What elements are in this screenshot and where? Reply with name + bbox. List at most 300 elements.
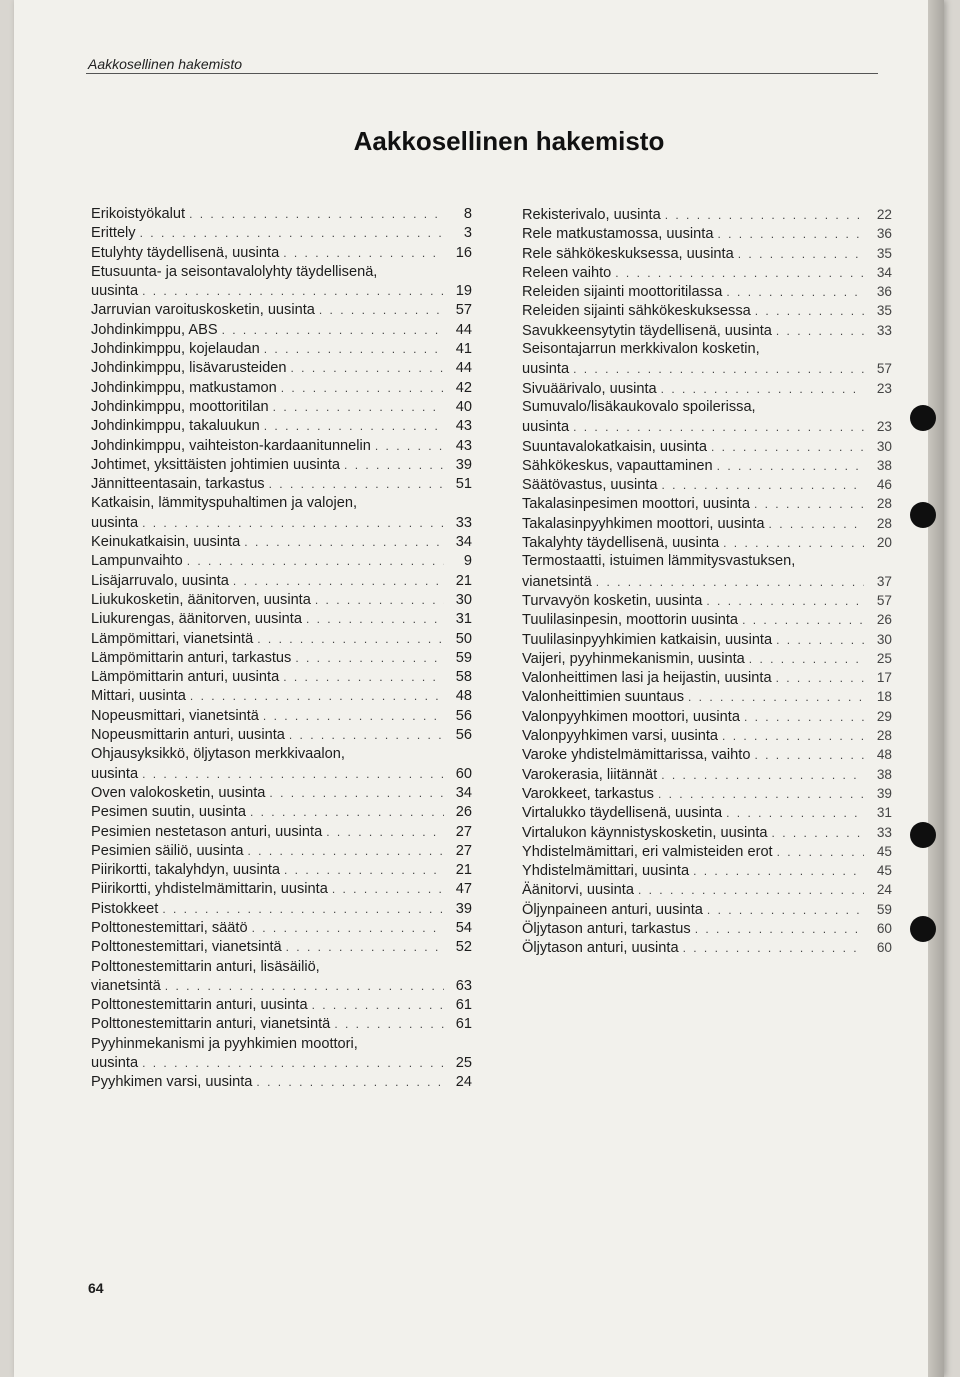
index-page-number: 24 — [455, 1074, 472, 1091]
dot-leader — [190, 687, 444, 706]
dot-leader — [295, 649, 444, 668]
index-entry — [522, 321, 892, 340]
dot-leader — [661, 766, 864, 785]
index-entry — [522, 919, 892, 938]
index-page-number: 9 — [463, 553, 472, 570]
index-entry-text: Sähkökeskus, vapauttaminen — [522, 457, 713, 474]
index-entry — [91, 745, 472, 784]
index-page-number: 28 — [876, 496, 892, 512]
index-entry-text: Vaijeri, pyyhinmekanismin, uusinta — [522, 650, 745, 667]
index-entry — [91, 823, 472, 842]
dot-leader — [776, 669, 864, 688]
index-entry — [91, 668, 472, 687]
index-page-number: 35 — [876, 245, 892, 261]
index-column-right — [522, 205, 892, 958]
index-entry-line — [522, 630, 892, 649]
index-entry — [522, 687, 892, 706]
index-entry-line — [91, 726, 472, 745]
index-page-number: 31 — [455, 611, 472, 628]
index-page-number: 35 — [876, 303, 892, 319]
dot-leader — [711, 438, 864, 457]
dot-leader — [187, 552, 444, 571]
index-entry-text: Erittely — [91, 225, 136, 242]
index-entry — [91, 726, 472, 745]
index-page-number: 39 — [455, 456, 472, 473]
index-entry-line — [522, 649, 892, 668]
index-entry-line — [522, 263, 892, 282]
index-entry — [522, 900, 892, 919]
index-entry — [91, 996, 472, 1015]
index-entry-line — [91, 340, 472, 359]
dot-leader — [742, 611, 864, 630]
index-entry-text: Erikoistyökalut — [91, 206, 186, 222]
index-entry-text: Termostaatti, istuimen lämmitysvastuksen, — [522, 553, 796, 570]
binder-hole — [910, 916, 936, 942]
index-entry-text: Polttonestemittarin anturi, uusinta — [91, 997, 308, 1014]
index-entry — [522, 842, 892, 861]
index-entry-text: Tuulilasinpesin, moottorin uusinta — [522, 612, 739, 629]
dot-leader — [723, 534, 864, 553]
dot-leader — [286, 938, 444, 957]
index-entry — [91, 301, 472, 320]
index-entry-text: Lämpömittarin anturi, uusinta — [91, 669, 280, 686]
index-page-number: 34 — [455, 534, 472, 551]
index-entry-text: Lisäjarruvalo, uusinta — [91, 572, 229, 589]
index-page-number: 60 — [876, 920, 892, 936]
index-entry-text: Oven valokosketin, uusinta — [91, 784, 266, 801]
index-entry-line — [522, 687, 892, 706]
index-entry — [522, 244, 892, 263]
index-entry-text: Yhdistelmämittari, eri valmisteiden erot — [522, 843, 773, 860]
index-entry-text: uusinta — [522, 419, 570, 436]
index-entry-line — [522, 707, 892, 726]
index-entry-text: Piirikortti, yhdistelmämittarin, uusinta — [91, 881, 328, 898]
dot-leader — [142, 1054, 444, 1073]
index-entry-line — [91, 996, 472, 1015]
dot-leader — [693, 862, 864, 881]
index-entry — [522, 784, 892, 803]
index-entry-text: Rele matkustamossa, uusinta — [522, 226, 714, 243]
index-entry — [522, 591, 892, 610]
index-entry — [91, 707, 472, 726]
index-page-number: 60 — [455, 765, 472, 782]
index-entry — [522, 398, 892, 437]
index-entry-line — [522, 340, 892, 359]
dot-leader — [615, 264, 864, 283]
index-entry-line — [91, 301, 472, 320]
index-entry-text: Releiden sijainti moottoritilassa — [522, 284, 723, 301]
index-entry — [522, 224, 892, 243]
index-entry-text: Varokerasia, liitännät — [522, 766, 658, 783]
index-page-number: 43 — [455, 418, 472, 435]
index-entry-line — [522, 301, 892, 320]
index-entry-line — [522, 417, 892, 436]
header-rule — [86, 73, 878, 74]
index-entry-line — [91, 244, 472, 263]
dot-leader — [375, 437, 444, 456]
index-entry-text: Pesimien nestetason anturi, uusinta — [91, 823, 323, 840]
index-entry-line — [91, 398, 472, 417]
index-entry — [522, 282, 892, 301]
dot-leader — [776, 322, 864, 341]
index-entry-line — [522, 938, 892, 957]
index-page-number: 37 — [876, 573, 892, 589]
index-entry-text: Rekisterivalo, uusinta — [522, 207, 661, 223]
index-entry-text: uusinta — [91, 283, 139, 300]
index-entry — [522, 630, 892, 649]
index-entry-line — [522, 823, 892, 842]
index-entry-line — [91, 687, 472, 706]
dot-leader — [162, 900, 444, 919]
index-entry-text: Polttonestemittarin anturi, lisäsäiliö, — [91, 958, 320, 975]
index-entry-line — [91, 649, 472, 668]
index-entry — [522, 437, 892, 456]
index-entry — [91, 880, 472, 899]
index-page-number: 48 — [876, 747, 892, 763]
index-entry — [522, 880, 892, 899]
index-entry — [522, 745, 892, 764]
index-entry — [91, 1073, 472, 1092]
index-entry — [91, 205, 472, 224]
index-entry-text: Seisontajarrun merkkivalon kosketin, — [522, 341, 760, 358]
dot-leader — [283, 668, 444, 687]
index-entry-line — [91, 494, 472, 513]
index-page-number: 39 — [455, 900, 472, 917]
index-page-number: 58 — [455, 669, 472, 686]
dot-leader — [291, 359, 444, 378]
index-entry-line — [91, 630, 472, 649]
index-page-number: 60 — [876, 940, 892, 956]
dot-leader — [140, 224, 444, 243]
index-page-number: 40 — [455, 398, 472, 415]
index-entry — [522, 707, 892, 726]
dot-leader — [658, 785, 864, 804]
index-entry-line — [522, 456, 892, 475]
index-entry-line — [522, 591, 892, 610]
binder-hole — [910, 822, 936, 848]
index-entry — [91, 552, 472, 571]
index-page-number: 23 — [876, 380, 892, 396]
index-entry-line — [522, 765, 892, 784]
index-entry — [91, 919, 472, 938]
index-entry-text: Savukkeensytytin täydellisenä, uusinta — [522, 322, 772, 339]
dot-leader — [334, 1015, 444, 1034]
index-entry-text: Releen vaihto — [522, 264, 612, 281]
index-entry-text: Lämpömittarin anturi, tarkastus — [91, 649, 292, 666]
index-entry — [91, 1015, 472, 1034]
index-entry — [91, 803, 472, 822]
index-entry-text: Polttonestemittarin anturi, vianetsintä — [91, 1016, 331, 1033]
dot-leader — [754, 746, 864, 765]
index-page-number: 43 — [455, 437, 472, 454]
index-page-number: 59 — [876, 901, 892, 917]
index-entry — [522, 610, 892, 629]
index-entry-line — [522, 552, 892, 571]
dot-leader — [706, 592, 864, 611]
index-entry-line — [91, 745, 472, 764]
index-entry — [522, 456, 892, 475]
index-entry-line — [91, 1054, 472, 1073]
dot-leader — [281, 379, 444, 398]
index-entry — [91, 842, 472, 861]
document-page — [14, 0, 944, 1377]
index-entry — [91, 340, 472, 359]
index-entry-text: Turvavyön kosketin, uusinta — [522, 592, 703, 609]
index-entry-line — [522, 745, 892, 764]
index-page-number: 30 — [455, 591, 472, 608]
index-page-number: 27 — [455, 823, 472, 840]
index-page-number: 57 — [455, 302, 472, 319]
dot-leader — [688, 688, 864, 707]
index-entry-text: Liukukosketin, äänitorven, uusinta — [91, 591, 311, 608]
index-entry-text: Jarruvian varoituskosketin, uusinta — [91, 302, 315, 319]
index-entry — [522, 861, 892, 880]
index-page-number: 18 — [876, 689, 892, 705]
index-entry-line — [522, 379, 892, 398]
index-entry-text: Suuntavalokatkaisin, uusinta — [522, 438, 707, 455]
index-entry-line — [91, 456, 472, 475]
index-entry-text: Takalasinpesimen moottori, uusinta — [522, 496, 750, 513]
index-entry-line — [522, 880, 892, 899]
index-entry-line — [91, 379, 472, 398]
index-entry — [91, 572, 472, 591]
index-entry — [522, 803, 892, 822]
index-entry — [91, 224, 472, 243]
dot-leader — [332, 880, 444, 899]
index-entry-text: Johtimet, yksittäisten johtimien uusinta — [91, 456, 341, 473]
dot-leader — [638, 881, 864, 900]
index-entry-line — [91, 437, 472, 456]
index-entry — [91, 687, 472, 706]
dot-leader — [189, 205, 444, 224]
dot-leader — [707, 901, 864, 920]
index-entry-line — [522, 784, 892, 803]
index-entry-line — [91, 765, 472, 784]
index-entry-line — [522, 668, 892, 687]
index-entry-text: Sumuvalo/lisäkaukovalo spoilerissa, — [522, 398, 756, 415]
dot-leader — [769, 515, 864, 534]
index-page-number: 27 — [455, 842, 472, 859]
index-entry-line — [522, 900, 892, 919]
index-entry — [522, 205, 892, 224]
index-entry-text: Tuulilasinpyyhkimien katkaisin, uusinta — [522, 631, 773, 648]
index-entry-line — [91, 1015, 472, 1034]
dot-leader — [283, 244, 444, 263]
index-page-number: 42 — [455, 379, 472, 396]
index-entry — [522, 514, 892, 533]
dot-leader — [573, 418, 864, 437]
index-entry-line — [91, 282, 472, 301]
dot-leader — [717, 225, 864, 244]
index-page-number: 34 — [455, 784, 472, 801]
dot-leader — [273, 398, 444, 417]
index-page-number: 23 — [876, 419, 892, 435]
index-page-number: 44 — [455, 321, 472, 338]
index-entry-text: Ohjausyksikkö, öljytason merkkivaalon, — [91, 746, 345, 763]
index-entry-text: Pesimien säiliö, uusinta — [91, 842, 244, 859]
index-entry — [91, 263, 472, 302]
index-page-number: 52 — [455, 939, 472, 956]
index-page-number: 36 — [876, 226, 892, 242]
index-entry-line — [522, 205, 892, 224]
index-entry-line — [91, 977, 472, 996]
index-entry-line — [91, 861, 472, 880]
index-page-number: 34 — [876, 264, 892, 280]
index-entry-text: Virtalukko täydellisenä, uusinta — [522, 805, 723, 822]
dot-leader — [777, 843, 864, 862]
dot-leader — [326, 823, 444, 842]
dot-leader — [312, 996, 444, 1015]
index-entry-line — [91, 880, 472, 899]
index-entry-line — [522, 437, 892, 456]
index-entry-text: Polttonestemittari, säätö — [91, 919, 248, 936]
index-entry-line — [522, 398, 892, 417]
index-entry — [91, 938, 472, 957]
index-entry — [522, 552, 892, 591]
index-page-number: 30 — [876, 438, 892, 454]
dot-leader — [289, 726, 444, 745]
index-entry-line — [91, 263, 472, 282]
index-entry-line — [522, 861, 892, 880]
index-entry-text: uusinta — [522, 361, 570, 378]
index-entry — [522, 301, 892, 320]
dot-leader — [315, 591, 444, 610]
index-page-number: 25 — [455, 1055, 472, 1072]
index-page-number: 45 — [876, 843, 892, 859]
dot-leader — [776, 631, 864, 650]
index-page-number: 56 — [455, 727, 472, 744]
index-entry-text: Äänitorvi, uusinta — [522, 882, 634, 899]
dot-leader — [269, 784, 444, 803]
dot-leader — [726, 283, 864, 302]
index-entry-text: Etulyhty täydellisenä, uusinta — [91, 244, 280, 261]
index-entry — [91, 900, 472, 919]
index-entry-text: Nopeusmittari, vianetsintä — [91, 707, 259, 724]
index-entry-text: Yhdistelmämittari, uusinta — [522, 863, 690, 880]
index-page-number: 29 — [876, 708, 892, 724]
index-page-number: 33 — [876, 824, 892, 840]
page-title: Aakkosellinen hakemisto — [353, 126, 665, 156]
dot-leader — [252, 919, 444, 938]
index-entry — [522, 668, 892, 687]
index-entry-line — [522, 610, 892, 629]
index-page-number: 56 — [455, 707, 472, 724]
index-entry — [91, 610, 472, 629]
index-entry-text: Nopeusmittarin anturi, uusinta — [91, 727, 285, 744]
index-page-number: 38 — [876, 457, 892, 473]
index-page-number: 57 — [876, 361, 892, 377]
index-entry-line — [91, 919, 472, 938]
page-edge — [928, 0, 944, 1377]
index-entry — [91, 649, 472, 668]
dot-leader — [142, 282, 444, 301]
index-entry — [91, 784, 472, 803]
dot-leader — [142, 514, 444, 533]
index-page-number: 16 — [455, 244, 472, 261]
index-page-number: 33 — [876, 322, 892, 338]
dot-leader — [263, 707, 444, 726]
index-entry-line — [91, 321, 472, 340]
index-page-number: 47 — [455, 881, 472, 898]
index-entry-text: Valonpyyhkimen varsi, uusinta — [522, 728, 719, 745]
index-page-number: 25 — [876, 650, 892, 666]
index-entry-line — [91, 224, 472, 243]
index-entry-line — [522, 475, 892, 494]
index-page-number: 21 — [455, 572, 472, 589]
dot-leader — [244, 533, 444, 552]
index-entry-line — [91, 842, 472, 861]
index-entry — [522, 494, 892, 513]
index-entry — [91, 437, 472, 456]
index-entry-text: Piirikortti, takalyhdyn, uusinta — [91, 862, 280, 879]
index-page-number: 24 — [876, 882, 892, 898]
index-entry — [91, 630, 472, 649]
index-entry — [91, 398, 472, 417]
index-entry — [522, 726, 892, 745]
index-page-number: 57 — [876, 592, 892, 608]
index-entry-line — [522, 572, 892, 591]
page-number: 64 — [88, 1280, 104, 1296]
index-entry — [522, 475, 892, 494]
index-entry-text: Polttonestemittari, vianetsintä — [91, 939, 282, 956]
index-entry-text: Etusuunta- ja seisontavalolyhty täydellisenä, — [91, 263, 378, 280]
dot-leader — [222, 321, 444, 340]
index-entry-line — [91, 938, 472, 957]
index-entry-text: Johdinkimppu, takaluukun — [91, 418, 260, 435]
index-page-number: 54 — [455, 919, 472, 936]
dot-leader — [661, 476, 864, 495]
index-entry — [522, 340, 892, 379]
index-entry-text: Pyyhinmekanismi ja pyyhkimien moottori, — [91, 1035, 358, 1052]
index-entry-line — [522, 282, 892, 301]
index-entry-line — [91, 533, 472, 552]
dot-leader — [284, 861, 444, 880]
index-entry — [91, 379, 472, 398]
index-page-number: 26 — [455, 804, 472, 821]
index-entry-text: Mittari, uusinta — [91, 688, 186, 705]
index-entry — [522, 533, 892, 552]
index-page-number: 28 — [876, 515, 892, 531]
index-entry-line — [522, 842, 892, 861]
index-entry-text: Valonpyyhkimen moottori, uusinta — [522, 708, 740, 725]
index-page-number: 41 — [455, 341, 472, 358]
dot-leader — [306, 610, 444, 629]
index-entry-line — [522, 321, 892, 340]
index-page-number: 20 — [876, 535, 892, 551]
index-entry-text: Johdinkimppu, kojelaudan — [91, 341, 260, 358]
dot-leader — [233, 572, 444, 591]
index-entry-line — [91, 475, 472, 494]
dot-leader — [665, 206, 864, 225]
index-entry — [91, 958, 472, 997]
index-column-left — [91, 205, 472, 1093]
index-entry-text: Öljytason anturi, uusinta — [522, 940, 679, 957]
index-page-number: 36 — [876, 284, 892, 300]
index-entry-text: Sivuäärivalo, uusinta — [522, 380, 657, 397]
index-entry-text: Johdinkimppu, lisävarusteiden — [91, 360, 287, 377]
index-page-number: 31 — [876, 805, 892, 821]
dot-leader — [772, 824, 864, 843]
binder-hole — [910, 502, 936, 528]
index-entry — [522, 263, 892, 282]
index-entry-line — [91, 958, 472, 977]
index-entry-line — [91, 1073, 472, 1092]
index-entry-line — [522, 533, 892, 552]
index-entry-text: Lampunvaihto — [91, 553, 183, 570]
index-entry-line — [522, 514, 892, 533]
dot-leader — [596, 573, 864, 592]
dot-leader — [722, 727, 864, 746]
